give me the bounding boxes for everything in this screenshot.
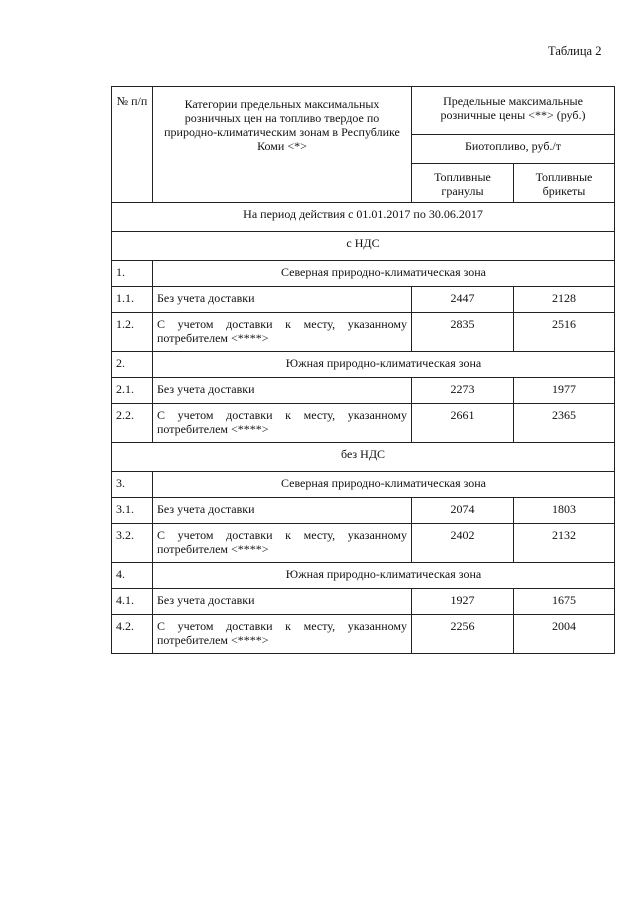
row-description: Без учета доставки xyxy=(153,498,412,524)
price-table xyxy=(111,86,615,654)
table-row xyxy=(112,498,615,524)
price-briquettes: 1675 xyxy=(514,589,615,615)
zone-number: 2. xyxy=(112,352,153,378)
zone-name: Северная природно-климатическая зона xyxy=(153,472,615,498)
zone-row xyxy=(112,352,615,378)
period-row xyxy=(112,203,615,232)
zone-number: 3. xyxy=(112,472,153,498)
row-description: С учетом доставки к месту, указанному потребителем <****> xyxy=(153,615,412,654)
price-briquettes: 2365 xyxy=(514,404,615,443)
header-category: Категории предельных максимальных розничных цен на топливо твердое по природно-климатическим зонам в Республике Коми <*> xyxy=(153,87,412,203)
price-pellets: 2273 xyxy=(412,378,514,404)
price-pellets: 2835 xyxy=(412,313,514,352)
header-num: № п/п xyxy=(112,87,153,203)
price-pellets: 2074 xyxy=(412,498,514,524)
zone-name: Южная природно-климатическая зона xyxy=(153,352,615,378)
row-number: 4.2. xyxy=(112,615,153,654)
price-pellets: 2661 xyxy=(412,404,514,443)
vat-section-label: с НДС xyxy=(112,232,615,261)
zone-name: Южная природно-климатическая зона xyxy=(153,563,615,589)
table-row xyxy=(112,378,615,404)
price-pellets: 1927 xyxy=(412,589,514,615)
header-row xyxy=(112,87,615,135)
row-description: С учетом доставки к месту, указанному потребителем <****> xyxy=(153,524,412,563)
zone-number: 4. xyxy=(112,563,153,589)
row-number: 2.2. xyxy=(112,404,153,443)
row-number: 1.2. xyxy=(112,313,153,352)
row-description: С учетом доставки к месту, указанному потребителем <****> xyxy=(153,404,412,443)
zone-name: Северная природно-климатическая зона xyxy=(153,261,615,287)
table-row xyxy=(112,287,615,313)
price-pellets: 2402 xyxy=(412,524,514,563)
vat-section-row xyxy=(112,232,615,261)
row-description: С учетом доставки к месту, указанному потребителем <****> xyxy=(153,313,412,352)
price-briquettes: 2516 xyxy=(514,313,615,352)
vat-section-row xyxy=(112,443,615,472)
row-description: Без учета доставки xyxy=(153,378,412,404)
price-briquettes: 2004 xyxy=(514,615,615,654)
price-table-body xyxy=(112,87,615,654)
period-label: На период действия с 01.01.2017 по 30.06.2017 xyxy=(112,203,615,232)
row-number: 1.1. xyxy=(112,287,153,313)
header-prices: Предельные максимальные розничные цены <**> (руб.) xyxy=(412,87,615,135)
price-pellets: 2256 xyxy=(412,615,514,654)
table-caption: Таблица 2 xyxy=(548,44,602,58)
row-number: 3.2. xyxy=(112,524,153,563)
price-pellets: 2447 xyxy=(412,287,514,313)
row-number: 2.1. xyxy=(112,378,153,404)
header-col-briquettes: Топливные брикеты xyxy=(514,164,615,203)
price-briquettes: 1977 xyxy=(514,378,615,404)
table-row xyxy=(112,589,615,615)
price-briquettes: 2132 xyxy=(514,524,615,563)
header-biofuel: Биотопливо, руб./т xyxy=(412,135,615,164)
row-description: Без учета доставки xyxy=(153,287,412,313)
price-briquettes: 1803 xyxy=(514,498,615,524)
zone-row xyxy=(112,261,615,287)
row-description: Без учета доставки xyxy=(153,589,412,615)
zone-row xyxy=(112,563,615,589)
table-row xyxy=(112,615,615,654)
header-col-pellets: Топливные гранулы xyxy=(412,164,514,203)
vat-section-label: без НДС xyxy=(112,443,615,472)
table-row xyxy=(112,404,615,443)
table-row xyxy=(112,313,615,352)
zone-row xyxy=(112,472,615,498)
table-row xyxy=(112,524,615,563)
zone-number: 1. xyxy=(112,261,153,287)
row-number: 4.1. xyxy=(112,589,153,615)
row-number: 3.1. xyxy=(112,498,153,524)
price-briquettes: 2128 xyxy=(514,287,615,313)
